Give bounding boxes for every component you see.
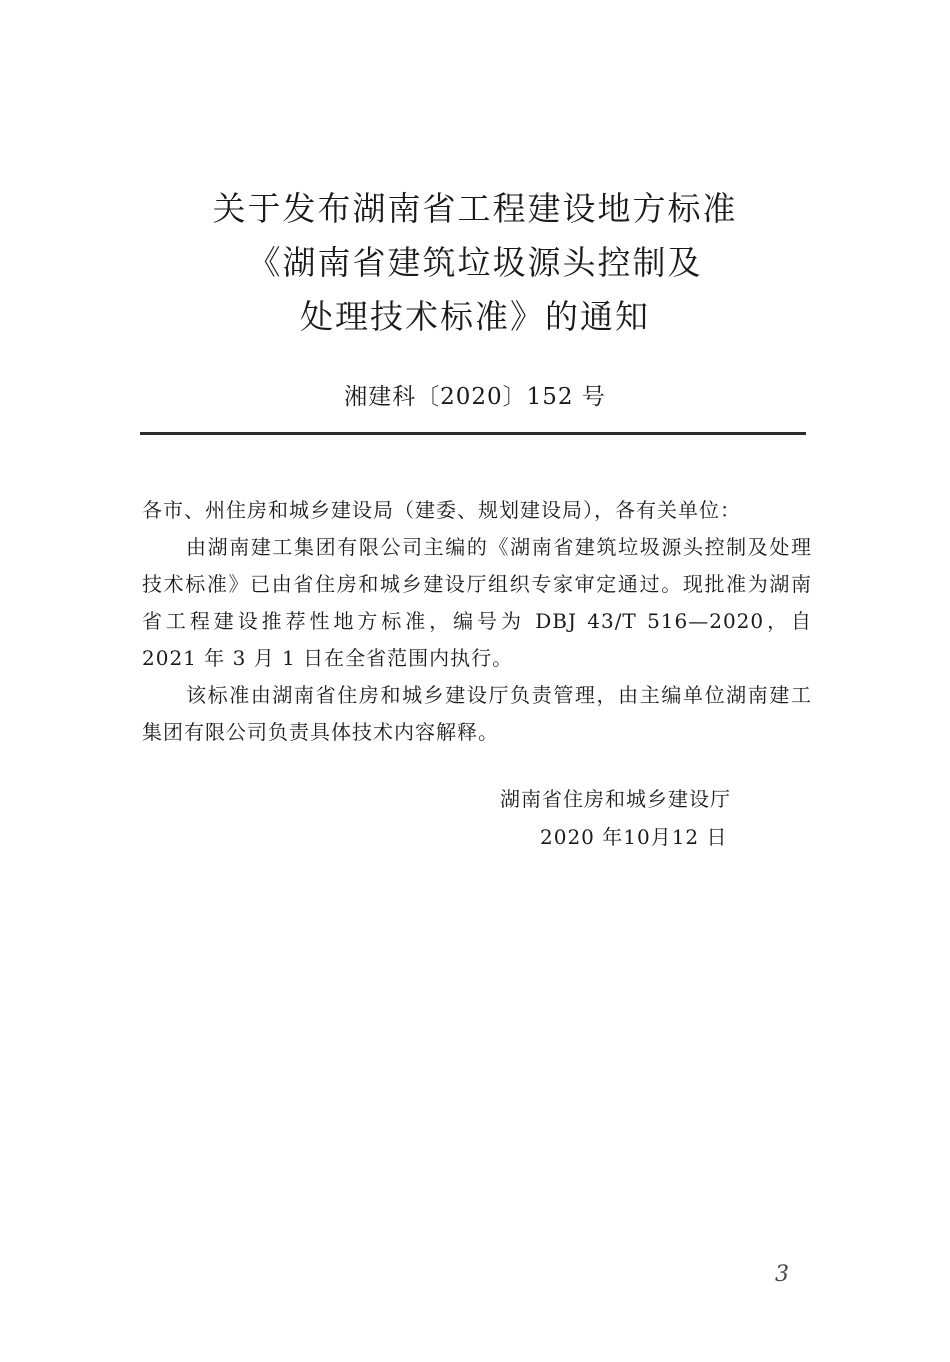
document-number: 湘建科〔2020〕152 号 — [344, 384, 606, 410]
issue-date: 2020 年10月12 日 — [540, 825, 728, 849]
title-line: 关于发布湖南省工程建设地方标准 — [212, 189, 738, 228]
notice-body — [142, 492, 812, 751]
body-paragraph: 该标准由湖南省住房和城乡建设厅负责管理，由主编单位湖南建工集团有限公司负责具体技术内容解释。 — [142, 683, 812, 744]
addressee: 各市、州住房和城乡建设局（建委、规划建设局），各有关单位： — [142, 498, 741, 522]
signature-block — [500, 780, 800, 856]
issuing-organization: 湖南省住房和城乡建设厅 — [500, 787, 731, 811]
title-line: 《湖南省建筑垃圾源头控制及 — [247, 243, 703, 282]
notice-title — [140, 182, 810, 344]
page-number: 3 — [775, 1262, 789, 1287]
title-line: 处理技术标准》的通知 — [300, 297, 650, 336]
header-divider — [140, 432, 806, 435]
body-paragraph: 由湖南建工集团有限公司主编的《湖南省建筑垃圾源头控制及处理技术标准》已由省住房和城乡建设厅组织专家审定通过。现批准为湖南省工程建设推荐性地方标准，编号为 DBJ 43/T 516—2020，自 2021 年 3 月 1 日在全省范围内执行。 — [142, 535, 812, 670]
